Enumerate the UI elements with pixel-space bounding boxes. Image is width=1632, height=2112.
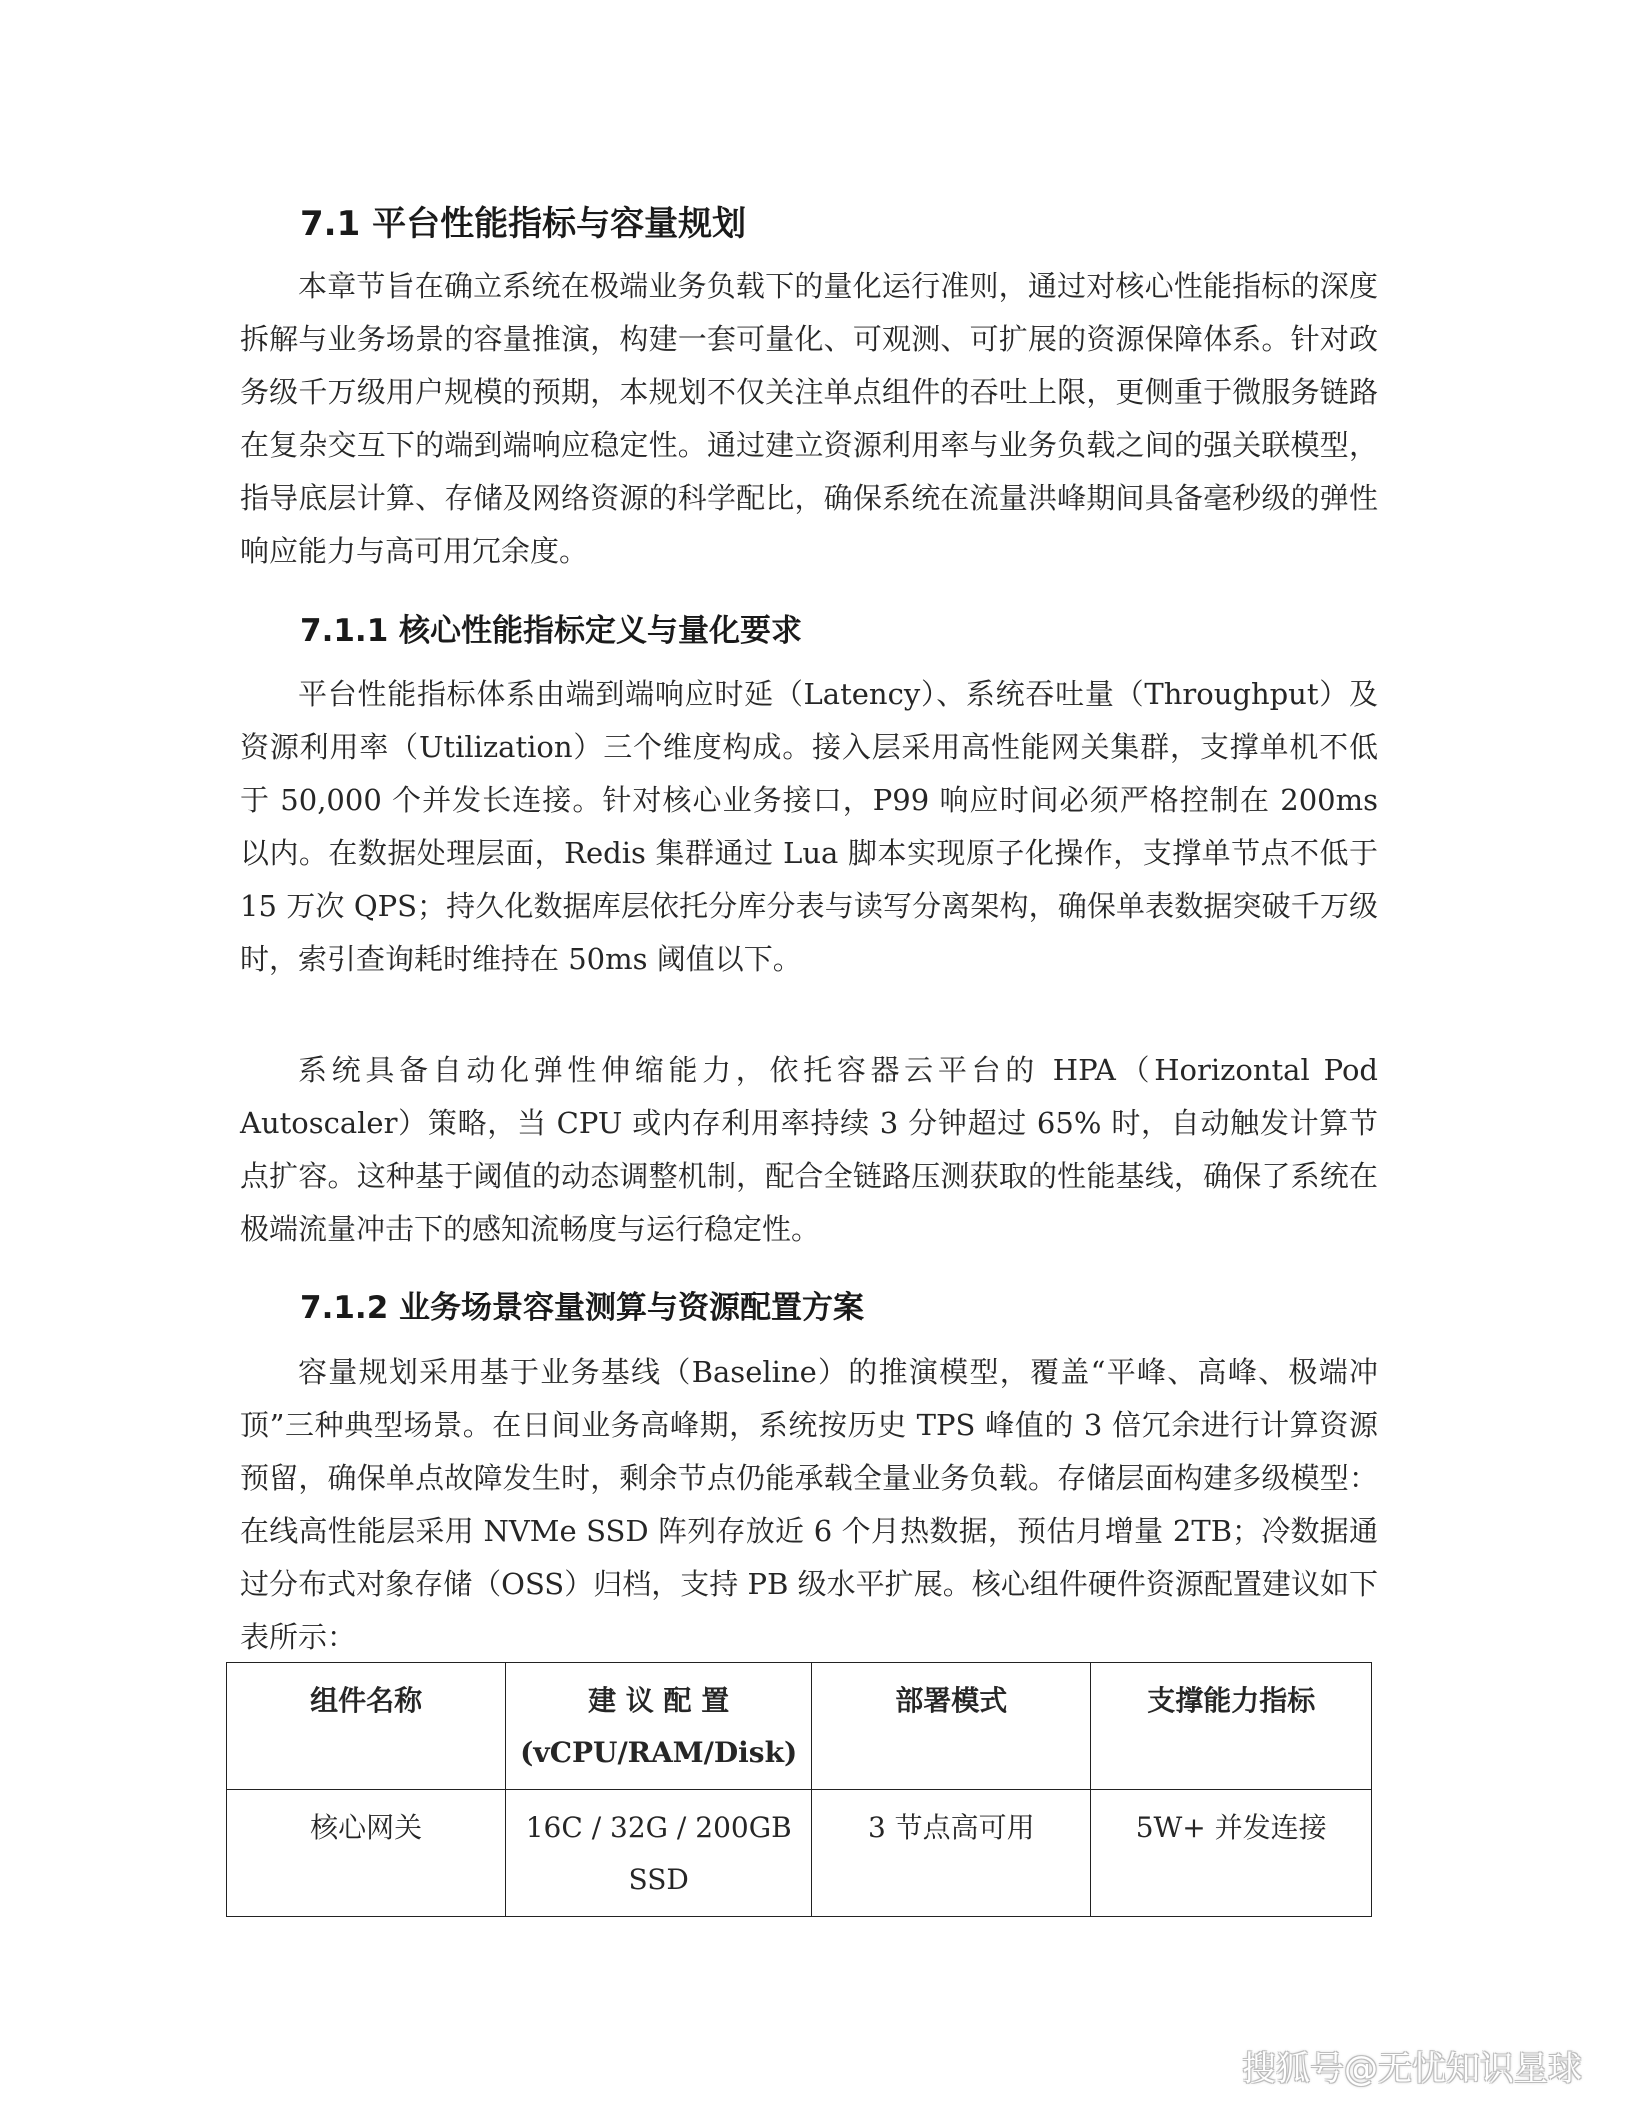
header-deploy-mode: 部署模式 xyxy=(812,1663,1091,1790)
header-component-name: 组件名称 xyxy=(227,1663,506,1790)
subsection-title-capacity-planning: 7.1.2 业务场景容量测算与资源配置方案 xyxy=(300,1290,865,1326)
table-row xyxy=(227,1790,1372,1917)
cell-component-name: 核心网关 xyxy=(227,1790,506,1917)
resource-config-table xyxy=(226,1662,1372,1917)
cell-config: 16C / 32G / 200GB SSD xyxy=(506,1790,812,1917)
section-intro-paragraph: 本章节旨在确立系统在极端业务负载下的量化运行准则，通过对核心性能指标的深度拆解与业务场景的容量推演，构建一套可量化、可观测、可扩展的资源保障体系。针对政务级千万级用户规模的预期，本规划不仅关注单点组件的吞吐上限，更侧重于微服务链路在复杂交互下的端到端响应稳定性。通过建立资源利用率与业务负载之间的强关联模型，指导底层计算、存储及网络资源的科学配比，确保系统在流量洪峰期间具备毫秒级的弹性响应能力与高可用冗余度。 xyxy=(240,269,1378,568)
capacity-paragraph: 容量规划采用基于业务基线（Baseline）的推演模型，覆盖“平峰、高峰、极端冲顶”三种典型场景。在日间业务高峰期，系统按历史 TPS 峰值的 3 倍冗余进行计算资源预留，确保单点故障发生时，剩余节点仍能承载全量业务负载。存储层面构建多级模型：在线高性能层采用 NVMe SSD 阵列存放近 6 个月热数据，预估月增量 2TB；冷数据通过分布式对象存储（OSS）归档，支持 PB 级水平扩展。核心组件硬件资源配置建议如下表所示： xyxy=(240,1355,1378,1654)
cell-capacity: 5W+ 并发连接 xyxy=(1091,1790,1372,1917)
watermark: 搜狐号@无忧知识星球 xyxy=(1242,2049,1582,2089)
metrics-paragraph-2: 系统具备自动化弹性伸缩能力，依托容器云平台的 HPA（Horizontal Pod Autoscaler）策略，当 CPU 或内存利用率持续 3 分钟超过 65% 时，自动触发计算节点扩容。这种基于阈值的动态调整机制，配合全链路压测获取的性能基线，确保了系统在极端流量冲击下的感知流畅度与运行稳定性。 xyxy=(240,1053,1378,1246)
header-capacity-metric: 支撑能力指标 xyxy=(1091,1663,1372,1790)
table-header-row xyxy=(227,1663,1372,1790)
subsection-title-core-metrics: 7.1.1 核心性能指标定义与量化要求 xyxy=(300,613,803,649)
metrics-paragraph-1: 平台性能指标体系由端到端响应时延（Latency）、系统吞吐量（Throughput）及资源利用率（Utilization）三个维度构成。接入层采用高性能网关集群，支撑单机不低于 50,000 个并发长连接。针对核心业务接口，P99 响应时间必须严格控制在 200ms 以内。在数据处理层面，Redis 集群通过 Lua 脚本实现原子化操作，支撑单节点不低于 15 万次 QPS；持久化数据库层依托分库分表与读写分离架构，确保单表数据突破千万级时，索引查询耗时维持在 50ms 阈值以下。 xyxy=(240,677,1378,976)
section-title: 7.1 平台性能指标与容量规划 xyxy=(300,204,747,244)
header-recommended-config: 建 议 配 置 (vCPU/RAM/Disk) xyxy=(506,1663,812,1790)
cell-deploy-mode: 3 节点高可用 xyxy=(812,1790,1091,1917)
